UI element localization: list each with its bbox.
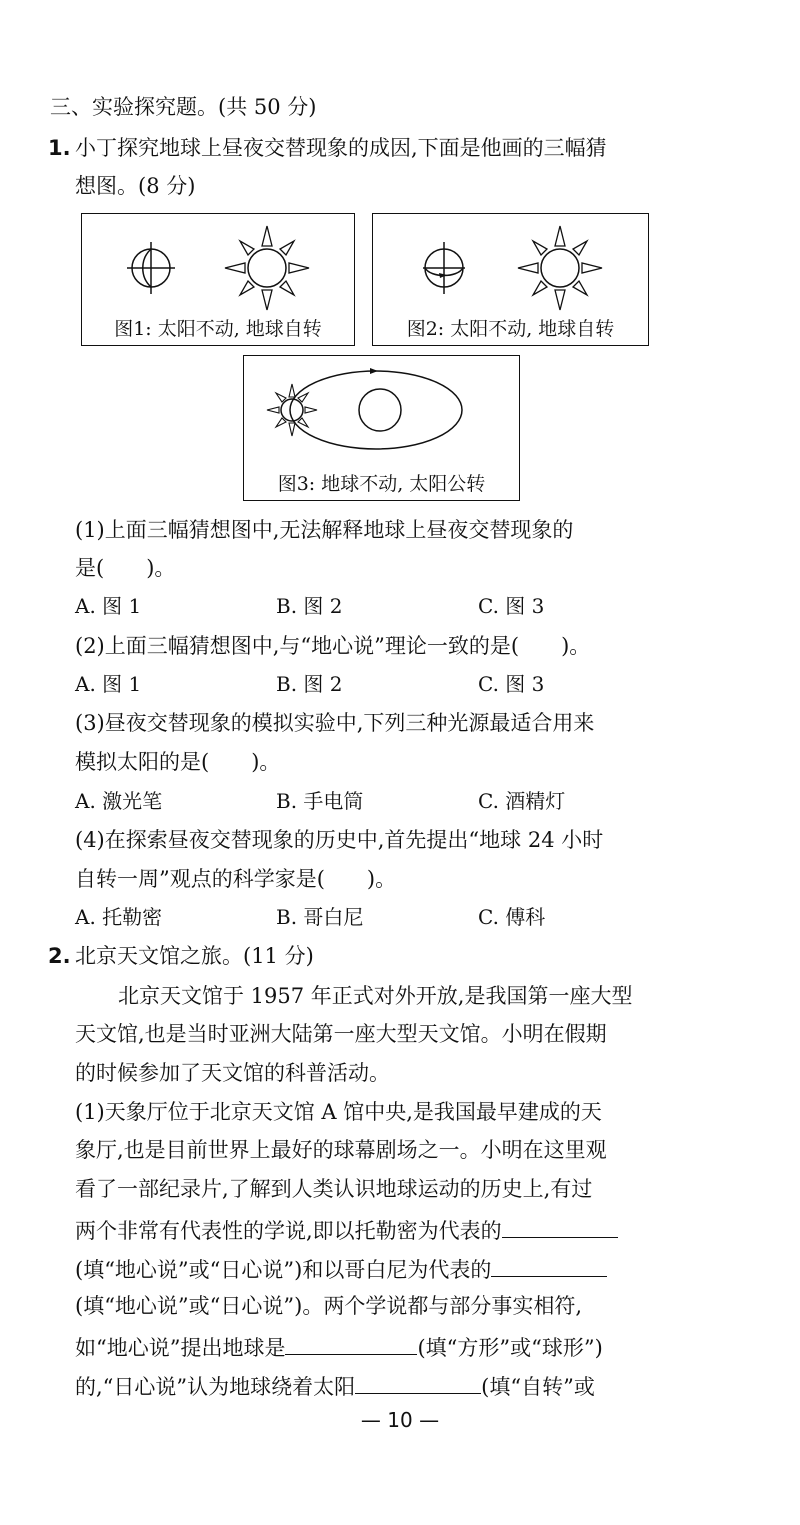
q1-sub2-option-c[interactable]: C. 图 3 (478, 672, 545, 696)
q2-title: 北京天文馆之旅。(11 分) (75, 944, 314, 968)
page-number: — 10 — (360, 1408, 440, 1432)
figure-3 (243, 355, 520, 501)
answer-blank-3[interactable] (285, 1330, 417, 1355)
figure-2-caption: 图2: 太阳不动, 地球自转 (406, 318, 615, 340)
q1-sub1-option-c[interactable]: C. 图 3 (478, 594, 545, 618)
figure-2 (372, 213, 649, 346)
q2-sub1-line8-text-b: (填“自转”或 (481, 1375, 595, 1399)
figure-1-caption: 图1: 太阳不动, 地球自转 (114, 318, 322, 340)
q2-sub1-line7-text-b: (填“方形”或“球形”) (417, 1336, 603, 1360)
q1-sub3-option-a[interactable]: A. 激光笔 (75, 789, 163, 813)
q1-sub3-line1: (3)昼夜交替现象的模拟实验中,下列三种光源最适合用来 (75, 711, 595, 735)
q1-sub3-option-b[interactable]: B. 手电筒 (276, 789, 364, 813)
q1-sub4-option-c[interactable]: C. 傅科 (478, 905, 546, 929)
q2-sub1-line4-text: 两个非常有代表性的学说,即以托勒密为代表的 (75, 1219, 502, 1243)
q1-sub1-line2: 是( )。 (75, 556, 176, 580)
q2-sub1-line8 (75, 1369, 595, 1402)
q2-sub1-line5 (75, 1252, 607, 1285)
q1-sub2-line1: (2)上面三幅猜想图中,与“地心说”理论一致的是( )。 (75, 634, 591, 658)
figure-1 (81, 213, 355, 346)
q1-sub2-option-b[interactable]: B. 图 2 (276, 672, 343, 696)
answer-blank-4[interactable] (355, 1369, 481, 1394)
q1-sub4-option-a[interactable]: A. 托勒密 (75, 905, 163, 929)
q2-sub1-line2: 象厅,也是目前世界上最好的球幕剧场之一。小明在这里观 (75, 1138, 607, 1162)
answer-blank-1[interactable] (502, 1213, 618, 1238)
question-2-number: 2. (48, 944, 71, 968)
q2-sub1-line8-text-a: 的,“日心说”认为地球绕着太阳 (75, 1375, 356, 1399)
question-1-number: 1. (48, 136, 71, 160)
q2-sub1-line7-text-a: 如“地心说”提出地球是 (75, 1336, 286, 1360)
q1-stem-line1: 小丁探究地球上昼夜交替现象的成因,下面是他画的三幅猜 (75, 136, 607, 160)
q1-sub1-option-a[interactable]: A. 图 1 (75, 594, 142, 618)
q1-sub3-option-c[interactable]: C. 酒精灯 (478, 789, 566, 813)
q2-sub1-line4 (75, 1213, 618, 1246)
q2-sub1-line6: (填“地心说”或“日心说”)。两个学说都与部分事实相符, (75, 1294, 583, 1318)
answer-blank-2[interactable] (491, 1252, 607, 1277)
q1-sub3-line2: 模拟太阳的是( )。 (75, 750, 281, 774)
q1-sub1-option-b[interactable]: B. 图 2 (276, 594, 343, 618)
q2-para-line3: 的时候参加了天文馆的科普活动。 (75, 1061, 390, 1085)
figure-3-caption: 图3: 地球不动, 太阳公转 (277, 473, 486, 495)
q1-stem-line2: 想图。(8 分) (75, 174, 196, 198)
q2-sub1-line5-text: (填“地心说”或“日心说”)和以哥白尼为代表的 (75, 1258, 492, 1282)
q2-para-line2: 天文馆,也是当时亚洲大陆第一座大型天文馆。小明在假期 (75, 1022, 607, 1046)
q1-sub2-option-a[interactable]: A. 图 1 (75, 672, 142, 696)
q2-sub1-line7 (75, 1330, 603, 1363)
q1-sub4-option-b[interactable]: B. 哥白尼 (276, 905, 364, 929)
section-title: 三、实验探究题。(共 50 分) (50, 95, 317, 119)
q2-para-line1: 北京天文馆于 1957 年正式对外开放,是我国第一座大型 (118, 984, 633, 1008)
q1-sub4-line2: 自转一周”观点的科学家是( )。 (75, 867, 397, 891)
q2-sub1-line3: 看了一部纪录片,了解到人类认识地球运动的历史上,有过 (75, 1177, 593, 1201)
q2-sub1-line1: (1)天象厅位于北京天文馆 A 馆中央,是我国最早建成的天 (75, 1100, 602, 1124)
q1-sub1-line1: (1)上面三幅猜想图中,无法解释地球上昼夜交替现象的 (75, 518, 574, 542)
q1-sub4-line1: (4)在探索昼夜交替现象的历史中,首先提出“地球 24 小时 (75, 828, 604, 852)
